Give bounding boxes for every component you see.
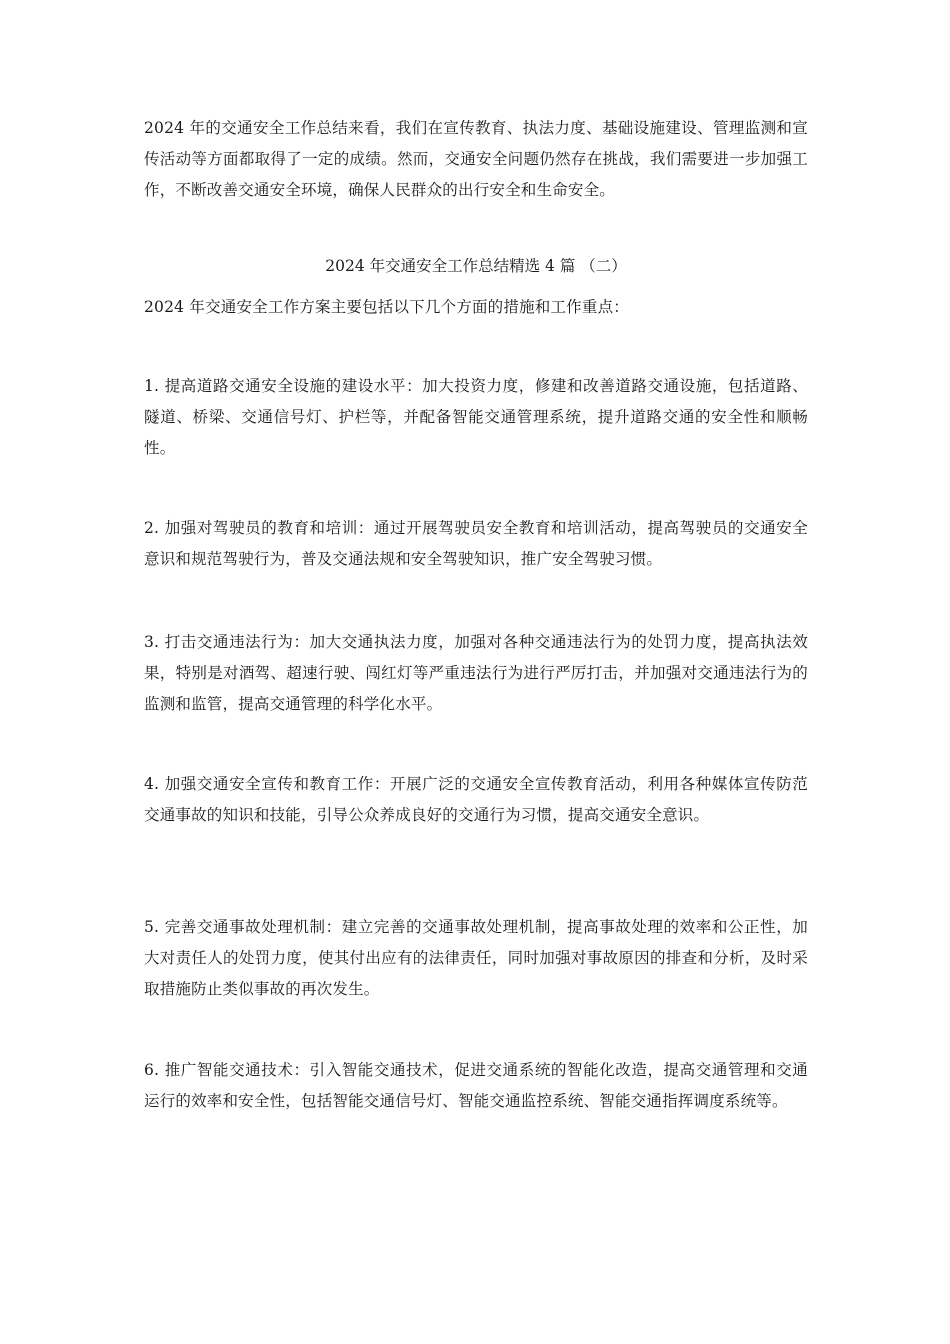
section-lead: 2024 年交通安全工作方案主要包括以下几个方面的措施和工作重点：: [144, 298, 629, 316]
list-item: 1. 提高道路交通安全设施的建设水平：加大投资力度，修建和改善道路交通设施，包括道路、隧道、桥梁、交通信号灯、护栏等，并配备智能交通管理系统，提升道路交通的安全性和顺畅性。: [144, 377, 808, 457]
list-item: 5. 完善交通事故处理机制：建立完善的交通事故处理机制，提高事故处理的效率和公正性，加大对责任人的处罚力度，使其付出应有的法律责任，同时加强对事故原因的排查和分析，及时采取措施防止类似事故的再次发生。: [144, 918, 808, 998]
list-item: 4. 加强交通安全宣传和教育工作：开展广泛的交通安全宣传教育活动，利用各种媒体宣传防范交通事故的知识和技能，引导公众养成良好的交通行为习惯，提高交通安全意识。: [144, 775, 808, 824]
section-title: 2024 年交通安全工作总结精选 4 篇 （二）: [325, 257, 627, 275]
list-item: 6. 推广智能交通技术：引入智能交通技术，促进交通系统的智能化改造，提高交通管理和交通运行的效率和安全性，包括智能交通信号灯、智能交通监控系统、智能交通指挥调度系统等。: [144, 1061, 808, 1110]
list-item: 3. 打击交通违法行为：加大交通执法力度，加强对各种交通违法行为的处罚力度，提高执法效果，特别是对酒驾、超速行驶、闯红灯等严重违法行为进行严厉打击，并加强对交通违法行为的监测和监管，提高交通管理的科学化水平。: [144, 633, 808, 713]
intro-paragraph: 2024 年的交通安全工作总结来看，我们在宣传教育、执法力度、基础设施建设、管理监测和宣传活动等方面都取得了一定的成绩。然而，交通安全问题仍然存在挑战，我们需要进一步加强工作，不断改善交通安全环境，确保人民群众的出行安全和生命安全。: [144, 119, 808, 199]
list-item: 2. 加强对驾驶员的教育和培训：通过开展驾驶员安全教育和培训活动，提高驾驶员的交通安全意识和规范驾驶行为，普及交通法规和安全驾驶知识，推广安全驾驶习惯。: [144, 519, 808, 568]
